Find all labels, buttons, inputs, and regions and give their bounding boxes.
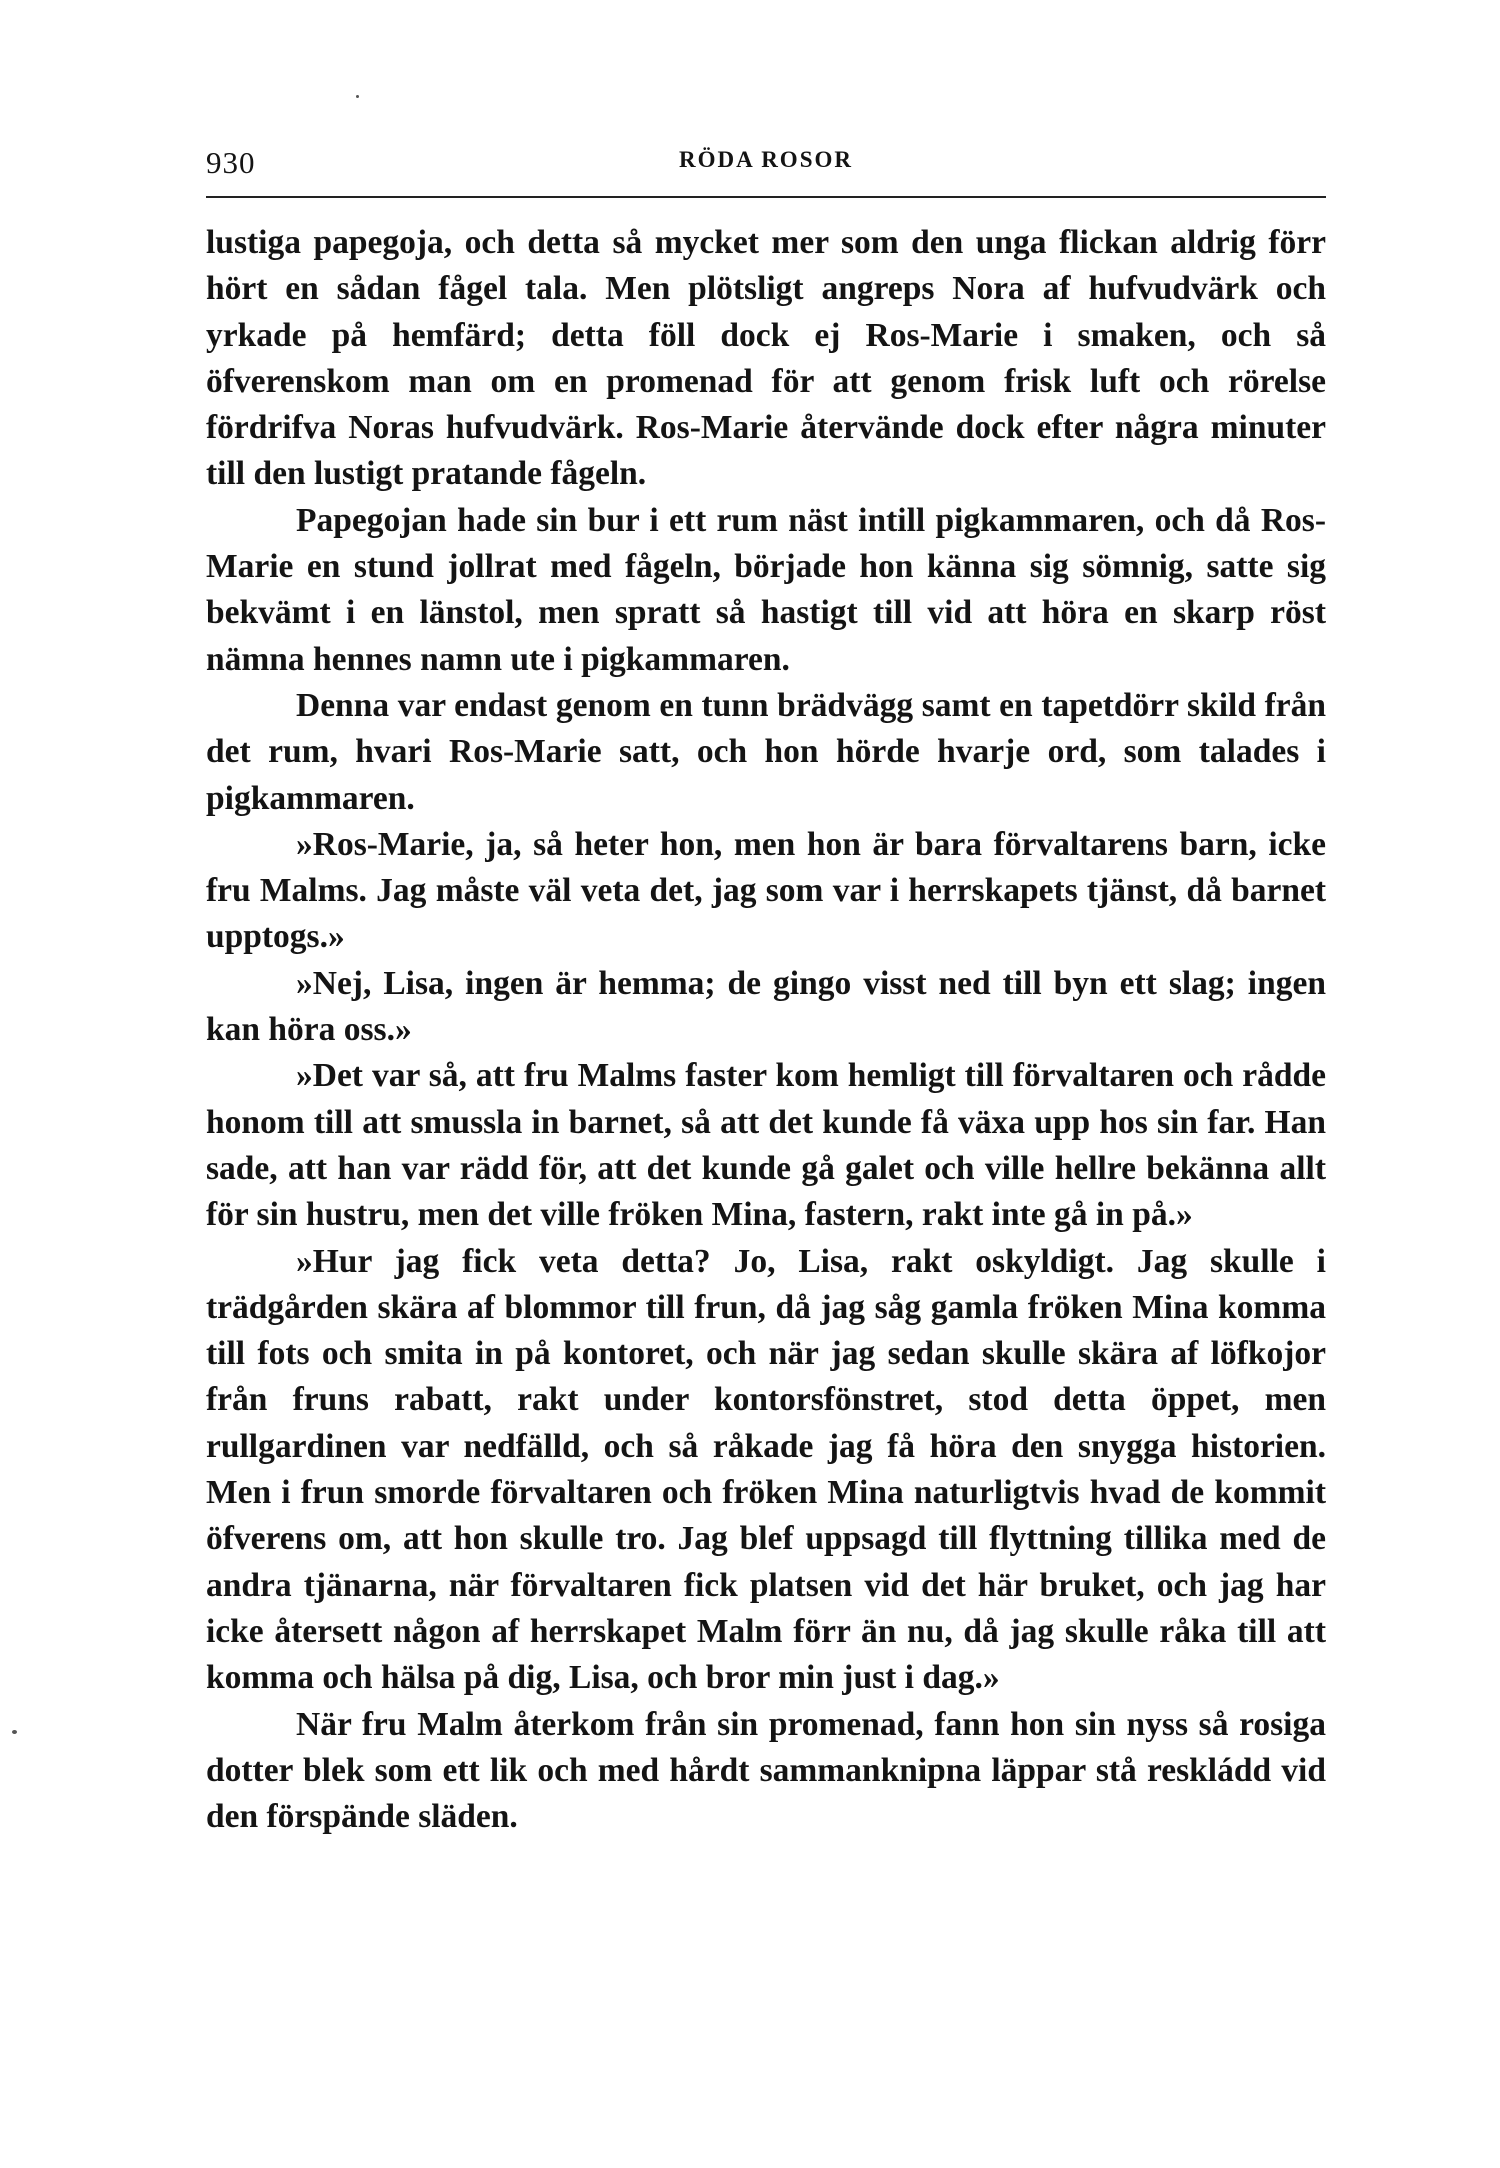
paragraph: »Nej, Lisa, ingen är hemma; de gingo visst ned till byn ett slag; ingen kan höra oss.» (206, 964, 1326, 1049)
paragraph: Papegojan hade sin bur i ett rum näst intill pigkammaren, och då Ros-Marie en stund jollrat med fågeln, började hon känna sig sömnig, satte sig bekvämt i en länstol, men spratt så hastigt till vid att höra en skarp röst nämna hennes namn ute i pigkammaren. (206, 501, 1326, 678)
paragraph: »Det var så, att fru Malms faster kom hemligt till förvaltaren och rådde honom till att smussla in barnet, så att det kunde få växa upp hos sin far. Han sade, att han var rädd för, att det kunde gå galet och ville hellre bekänna allt för sin hustru, men det ville fröken Mina, fastern, rakt inte gå in på.» (206, 1057, 1326, 1234)
paragraph: lustiga papegoja, och detta så mycket mer som den unga flickan aldrig förr hört en sådan fågel tala. Men plötsligt angreps Nora af hufvudvärk och yrkade på hemfärd; detta föll dock ej Ros-Marie i smaken, och så öfverenskom man om en promenad för att genom frisk luft och rörelse fördrifva Noras hufvudvärk. Ros-Marie återvände dock efter några minuter till den lustigt pratande fågeln. (206, 224, 1326, 493)
print-speck (12, 1730, 17, 1734)
running-title: RÖDA ROSOR (679, 147, 853, 172)
paragraph: När fru Malm återkom från sin promenad, fann hon sin nyss så rosiga dotter blek som ett lik och med hårdt sammanknipna läppar stå reskládd vid den förspände släden. (206, 1705, 1326, 1836)
page-header (206, 145, 1326, 185)
print-speck (356, 95, 359, 98)
body-text (206, 220, 1326, 1840)
paragraph: Denna var endast genom en tunn brädvägg samt en tapetdörr skild från det rum, hvari Ros-Marie satt, och hon hörde hvarje ord, som talades i pigkammaren. (206, 686, 1326, 817)
paragraph: »Hur jag fick veta detta? Jo, Lisa, rakt oskyldigt. Jag skulle i trädgården skära af blommor till frun, då jag såg gamla fröken Mina komma till fots och smita in på kontoret, och när jag sedan skulle skära af löfkojor från fruns rabatt, rakt under kontorsfönstret, stod detta öppet, men rullgardinen var nedfälld, och så råkade jag få höra den snygga historien. Men i frun smorde förvaltaren och fröken Mina naturligtvis hvad de kommit öfverens om, att hon skulle tro. Jag blef uppsagd till flyttning tillika med de andra tjänarna, när förvaltaren fick platsen vid det här bruket, och jag har icke återsett någon af herrskapet Malm förr än nu, då jag skulle råka till att komma och hälsa på dig, Lisa, och bror min just i dag.» (206, 1242, 1326, 1697)
page-number: 930 (206, 145, 256, 180)
paragraph: »Ros-Marie, ja, så heter hon, men hon är bara förvaltarens barn, icke fru Malms. Jag måste väl veta det, jag som var i herrskapets tjänst, då barnet upptogs.» (206, 825, 1326, 956)
header-rule (206, 196, 1326, 198)
